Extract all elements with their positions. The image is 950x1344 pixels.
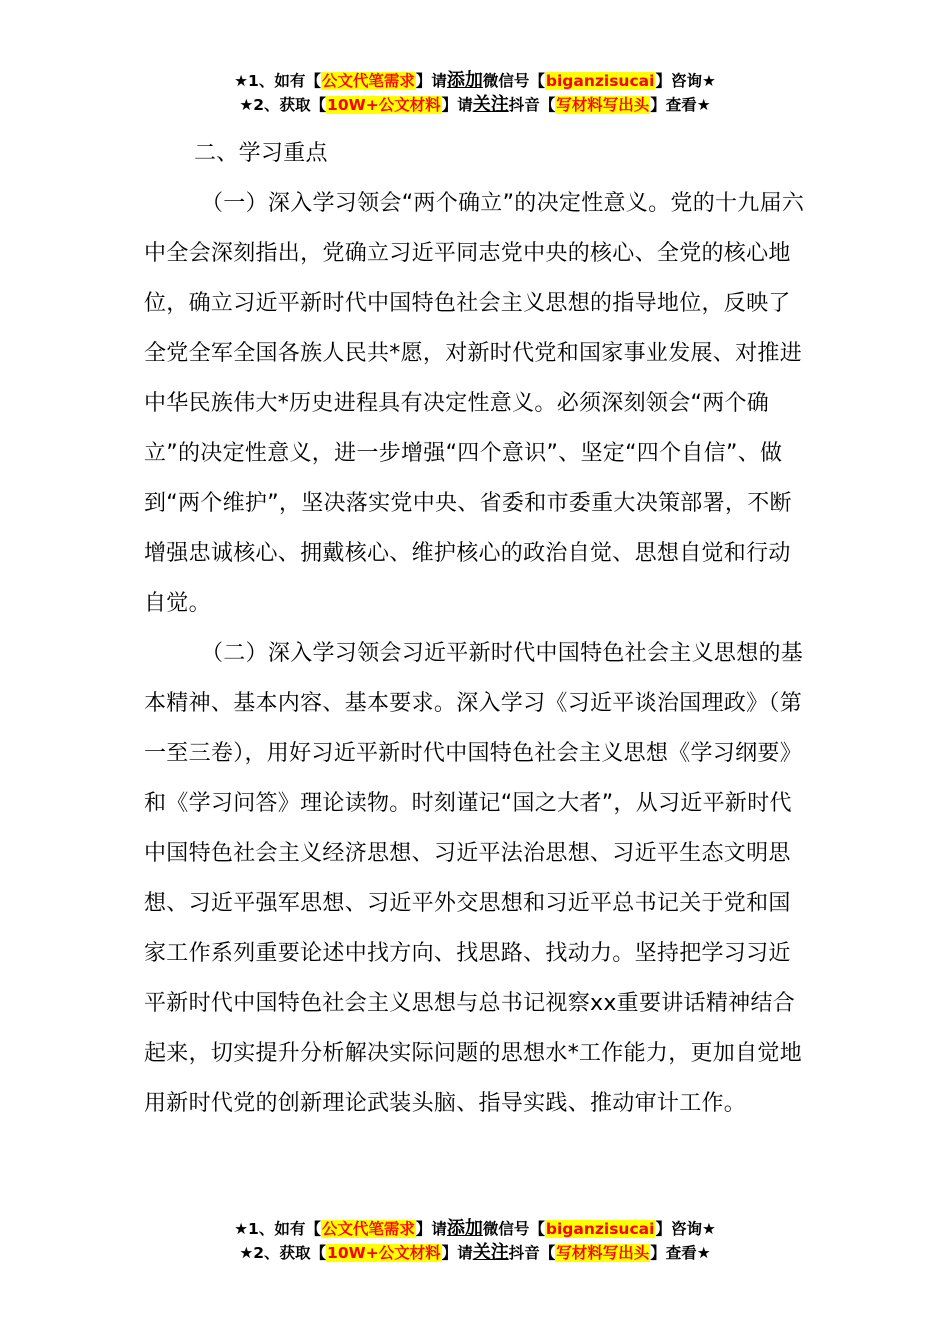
top-banner [0,69,950,117]
banner-highlight: 写材料写出头 [556,96,650,114]
banner-text: 抖音【 [508,1244,556,1262]
banner-text: 】请 [415,72,447,90]
banner-emphasis: 关注 [472,94,509,115]
banner-highlight: 写材料写出头 [556,1244,650,1262]
banner-line-2 [0,1241,950,1265]
banner-emphasis: 关注 [472,1242,509,1263]
banner-text: 抖音【 [508,96,556,114]
banner-text: 微信号【 [482,1220,545,1238]
banner-highlight: 10W+公文材料 [327,1244,441,1262]
banner-line-1 [0,69,950,93]
paragraph-1: （一）深入学习领会“两个确立”的决定性意义。党的十九届六中全会深刻指出，党确立习近平同志党中央的核心、全党的核心地位，确立习近平新时代中国特色社会主义思想的指导地位，反映了全党全军全国各族人民共*愿，对新时代党和国家事业发展、对推进中华民族伟大*历史进程具有决定性意义。必须深刻领会“两个确立”的决定性意义，进一步增强“四个意识”、坚定“四个自信”、做到“两个维护”，坚决落实党中央、省委和市委重大决策部署，不断增强忠诚核心、拥戴核心、维护核心的政治自觉、思想自觉和行动自觉。 [144,191,805,616]
paragraph-2: （二）深入学习领会习近平新时代中国特色社会主义思想的基本精神、基本内容、基本要求。深入学习《习近平谈治国理政》（第一至三卷），用好习近平新时代中国特色社会主义思想《学习纲要》和《学习问答》理论读物。时刻谨记“国之大者”，从习近平新时代中国特色社会主义经济思想、习近平法治思想、习近平生态文明思想、习近平强军思想、习近平外交思想和习近平总书记关于党和国家工作系列重要论述中找方向、找思路、找动力。坚持把学习习近平新时代中国特色社会主义思想与总书记视察xx重要讲话精神结合起来，切实提升分析解决实际问题的思想水*工作能力，更加自觉地用新时代党的创新理论武装头脑、指导实践、推动审计工作。 [144,641,804,1116]
banner-highlight: biganzisucai [545,72,655,90]
banner-line-2 [0,93,950,117]
banner-emphasis: 添加 [446,1218,483,1239]
banner-text: 】咨询★ [655,72,716,90]
banner-text: 】请 [415,1220,447,1238]
banner-highlight: biganzisucai [545,1220,655,1238]
banner-highlight: 10W+公文材料 [327,96,441,114]
document-body [144,129,806,1129]
banner-text: 】请 [441,96,473,114]
banner-emphasis: 添加 [446,70,483,91]
banner-highlight: 公文代笔需求 [321,72,415,90]
bottom-banner [0,1217,950,1265]
banner-text: 】查看★ [650,1244,711,1262]
banner-text: 微信号【 [482,72,545,90]
section-heading: 二、学习重点 [194,141,328,166]
banner-text: ★2、获取【 [239,1244,327,1262]
banner-text: 】咨询★ [655,1220,716,1238]
banner-text: ★1、如有【 [234,1220,321,1238]
banner-text: ★1、如有【 [234,72,321,90]
banner-highlight: 公文代笔需求 [321,1220,415,1238]
banner-text: ★2、获取【 [239,96,327,114]
banner-text: 】请 [441,1244,473,1262]
banner-line-1 [0,1217,950,1241]
banner-text: 】查看★ [650,96,711,114]
